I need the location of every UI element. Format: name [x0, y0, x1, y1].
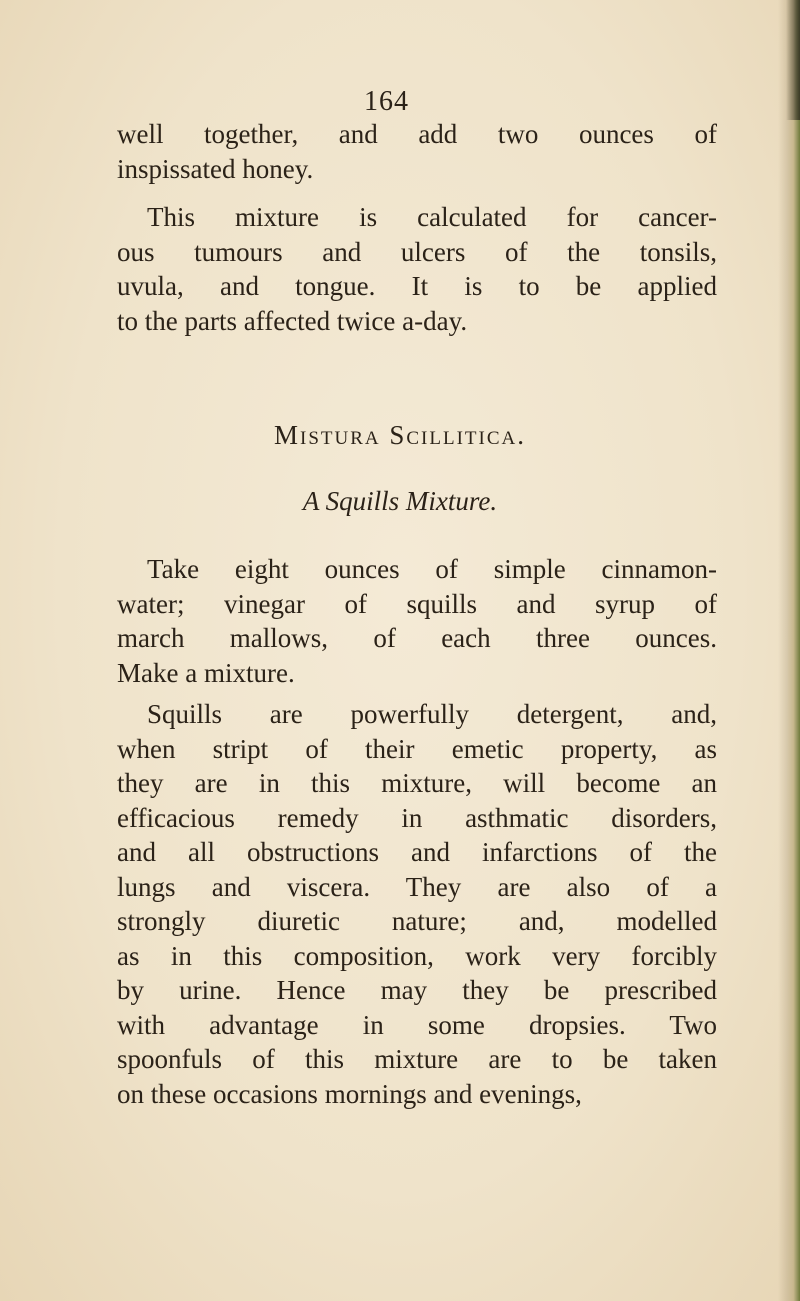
- text-line: to the parts affected twice a-day.: [117, 305, 468, 336]
- continuation-text: [117, 117, 717, 186]
- paragraph-squills-properties: [117, 697, 717, 1111]
- text-line: lungs and viscera. They are also of a: [117, 871, 717, 902]
- text-line: Make a mixture.: [117, 657, 295, 688]
- text-line: inspissated honey.: [117, 153, 314, 184]
- recipe-subheading: A Squills Mixture.: [302, 486, 498, 516]
- text-line: when stript of their emetic property, as: [117, 733, 717, 764]
- paragraph-recipe: [117, 552, 717, 690]
- text-line: they are in this mixture, will become an: [117, 768, 717, 798]
- paragraph-cancerous-tumours: [117, 200, 717, 338]
- text-line: ous tumours and ulcers of the tonsils,: [117, 236, 717, 267]
- text-line: with advantage in some dropsies. Two: [117, 1009, 717, 1040]
- page-edge-shadow: [778, 0, 800, 1301]
- text-line: spoonfuls of this mixture are to be taken: [117, 1044, 717, 1074]
- text-line: uvula, and tongue. It is to be applied: [117, 271, 717, 301]
- text-line: march mallows, of each three ounces.: [117, 623, 717, 653]
- text-line: efficacious remedy in asthmatic disorders,: [117, 802, 717, 833]
- text-line: as in this composition, work very forcibly: [117, 940, 717, 971]
- text-line: well together, and add two ounces of: [117, 119, 717, 149]
- text-line: strongly diuretic nature; and, modelled: [117, 906, 717, 936]
- page-number: 164: [364, 86, 409, 117]
- text-line: by urine. Hence may they be prescribed: [117, 975, 717, 1005]
- text-line: water; vinegar of squills and syrup of: [117, 588, 717, 619]
- text-line: Squills are powerfully detergent, and,: [147, 699, 717, 729]
- recipe-heading: Mistura Scillitica.: [273, 420, 526, 450]
- text-line: Take eight ounces of simple cinnamon-: [147, 554, 717, 584]
- text-line: This mixture is calculated for cancer-: [147, 202, 717, 232]
- page-edge-dark: [786, 0, 800, 120]
- text-line: on these occasions mornings and evenings,: [117, 1078, 582, 1109]
- text-line: and all obstructions and infarctions of the: [117, 837, 717, 867]
